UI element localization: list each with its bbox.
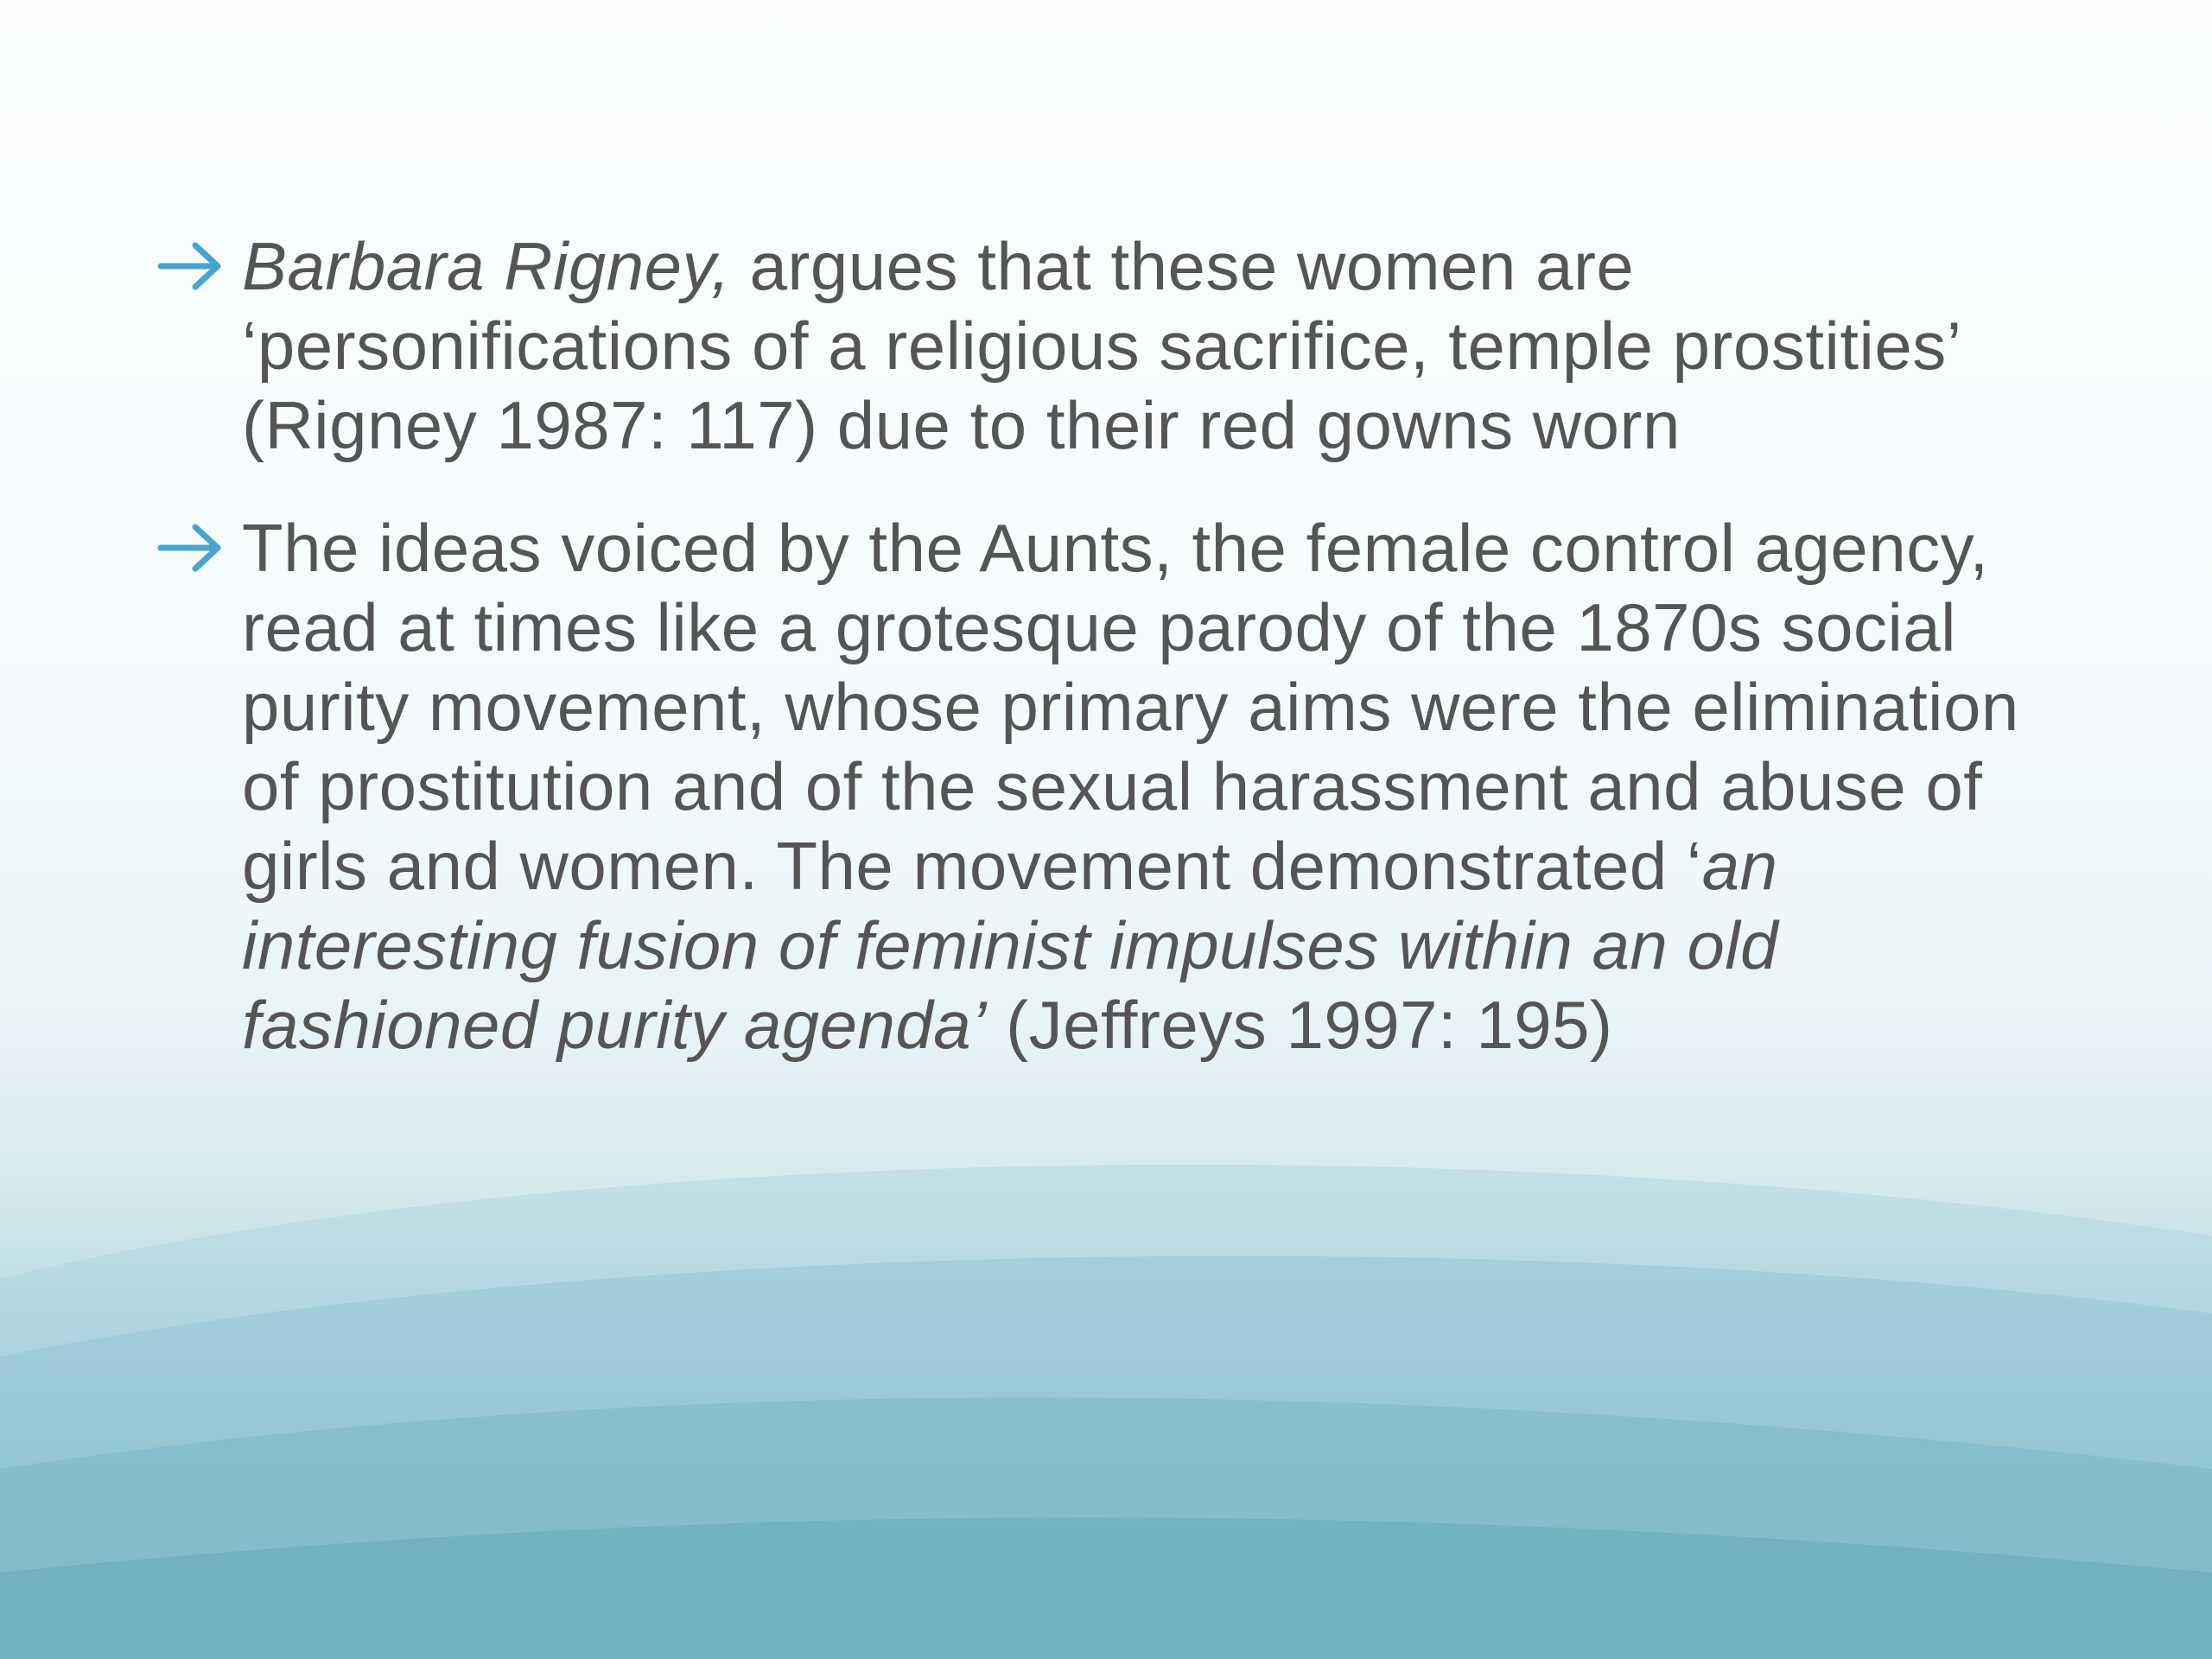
- bullet-point-rigney: [156, 226, 2091, 465]
- bullet-text: argues that these women are ‘personifications of a religious sacrifice, temple prostities’ (Rigney 1987: 117) due to their red gowns worn: [242, 228, 1960, 463]
- citation: (Jeffreys 1997: 195): [986, 987, 1613, 1063]
- bullet-point-aunts: [156, 508, 2091, 1065]
- arrow-right-icon: [157, 520, 226, 575]
- slide-body: [156, 226, 2091, 1108]
- quoted-text: an interesting fusion of feminist impulses within an old fashioned purity agenda’: [242, 828, 1779, 1063]
- bullet-text: The ideas voiced by the Aunts, the female control agency, read at times like a grotesque parody of the 1870s social purity movement, whose primary aims were the elimination of prostitution and of the sexual harassment and abuse of girls and women. The movement demonstrated ‘: [242, 510, 2019, 904]
- author-name: Barbara Rigney,: [242, 228, 731, 304]
- arrow-right-icon: [157, 238, 226, 294]
